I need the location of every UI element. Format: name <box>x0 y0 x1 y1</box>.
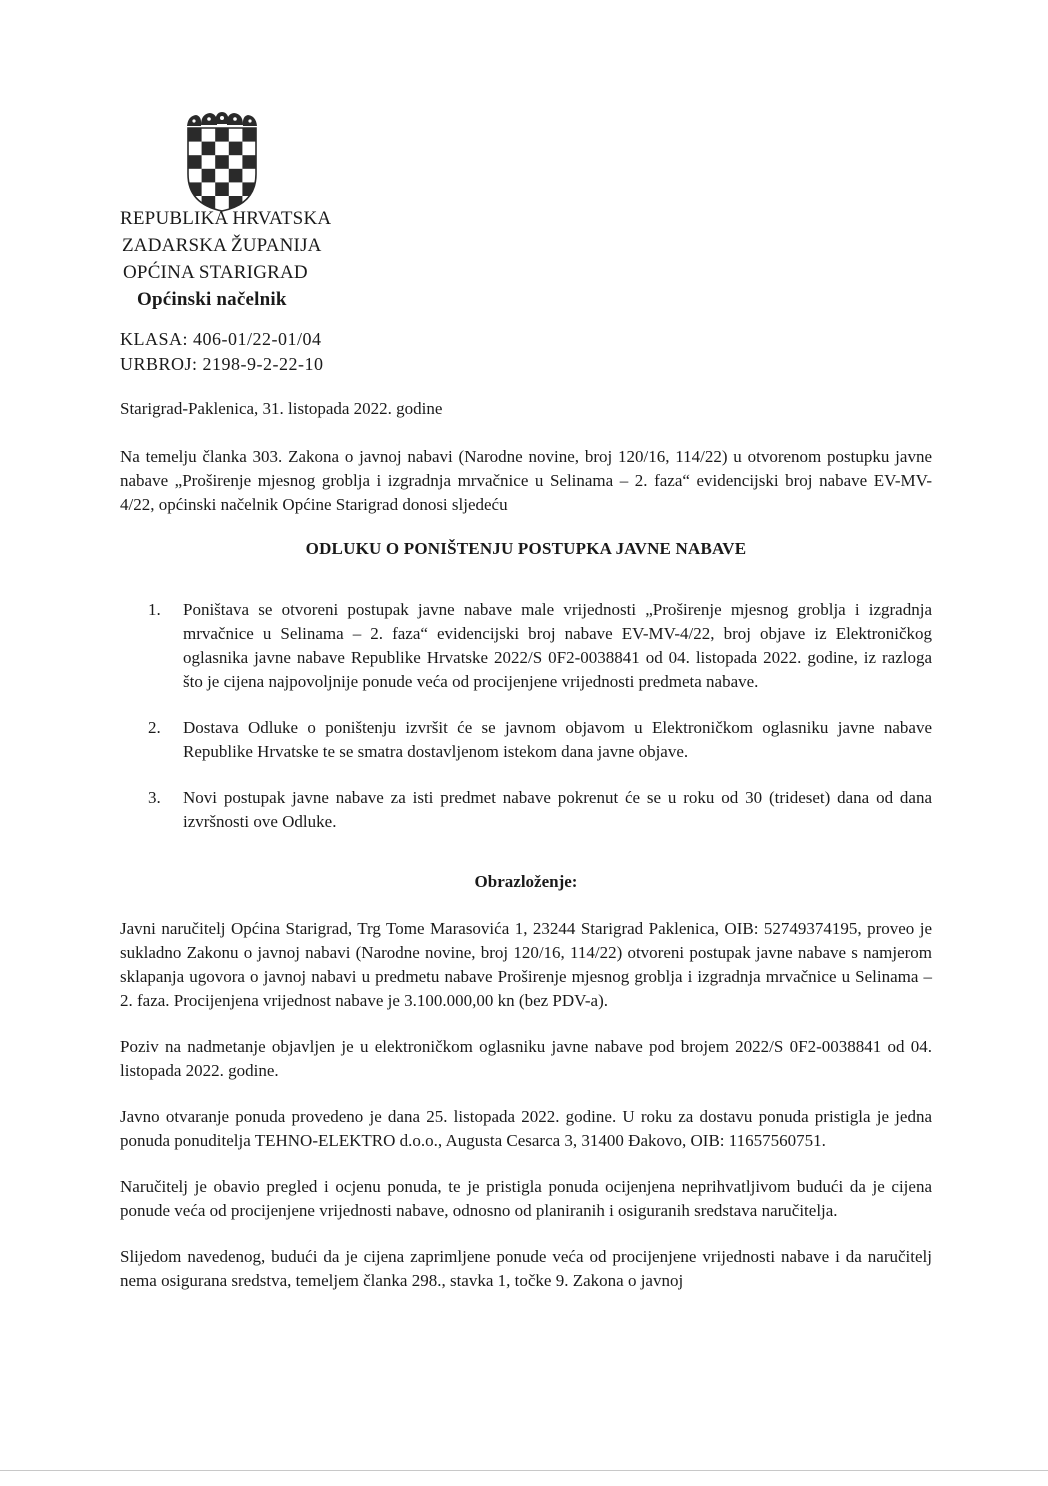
item-text: Novi postupak javne nabave za isti predmet nabave pokrenut će se u roku od 30 (trideset) dana od dana izvršnosti ove Odluke. <box>183 788 932 831</box>
intro-paragraph: Na temelju članka 303. Zakona o javnoj nabavi (Narodne novine, broj 120/16, 114/22) u otvorenom postupku javne nabave „Proširenje mjesnog groblja i izgradnja mrvačnice u Selinama – 2. faza“ evidencijski broj nabave EV-MV-4/22, općinski načelnik Općine Starigrad donosi sljedeću <box>120 447 932 514</box>
office-name: Općinski načelnik <box>137 289 287 310</box>
croatian-coat-of-arms-icon <box>186 112 258 212</box>
decision-item <box>148 786 932 834</box>
item-number: 3. <box>148 788 161 807</box>
country-name: REPUBLIKA HRVATSKA <box>120 208 332 229</box>
decision-item <box>148 598 932 694</box>
reference-numbers <box>120 327 324 377</box>
item-text: Poništava se otvoreni postupak javne nabave male vrijednosti „Proširenje mjesnog groblja i izgradnja mrvačnice u Selinama – 2. faza“ evidencijski broj nabave EV-MV-4/22, broj objave iz Elektroničkog oglasnika javne nabave Republike Hrvatske 2022/S 0F2-0038841 od 04. listopada 2022. godine, iz razloga što je cijena najpovoljnije ponude veća od procijenjene vrijednosti predmeta nabave. <box>183 600 932 691</box>
page-bottom-divider <box>0 1470 1048 1471</box>
county-name: ZADARSKA ŽUPANIJA <box>122 235 322 256</box>
klasa-number: KLASA: 406-01/22-01/04 <box>120 329 322 349</box>
decision-title: ODLUKU O PONIŠTENJU POSTUPKA JAVNE NABAVE <box>305 539 747 558</box>
decision-item <box>148 716 932 764</box>
item-text: Dostava Odluke o poništenju izvršit će se javnom objavom u Elektroničkom oglasniku javne nabave Republike Hrvatske te se smatra dostavljenom istekom dana javne objave. <box>183 718 932 761</box>
reasoning-paragraph: Javni naručitelj Općina Starigrad, Trg Tome Marasovića 1, 23244 Starigrad Paklenica, OIB: 52749374195, proveo je sukladno Zakonu o javnoj nabavi (Narodne novine, broj 120/16, 114/22) otvoreni postupak javne nabave s namjerom sklapanja ugovora o javnoj nabavi u predmetu nabave Proširenje mjesnog groblja i izgradnja mrvačnice u Selinama – 2. faza. Procijenjena vrijednost nabave je 3.100.000,00 kn (bez PDV-a). <box>120 919 932 1010</box>
reasoning-title: Obrazloženje: <box>474 872 578 891</box>
reasoning-paragraph: Naručitelj je obavio pregled i ocjenu ponuda, te je pristigla ponuda ocijenjena neprihvatljivom budući da je cijena ponude veća od procijenjene vrijednosti nabave, odnosno od planiranih i osiguranih sredstava naručitelja. <box>120 1177 932 1220</box>
issuer-header <box>120 205 331 313</box>
reasoning-paragraph: Poziv na nadmetanje objavljen je u elektroničkom oglasniku javne nabave pod brojem 2022/S 0F2-0038841 od 04. listopada 2022. godine. <box>120 1037 932 1080</box>
urbroj-number: URBROJ: 2198-9-2-22-10 <box>120 354 324 374</box>
place-and-date: Starigrad-Paklenica, 31. listopada 2022. godine <box>120 399 443 418</box>
item-number: 1. <box>148 600 161 619</box>
reasoning-paragraph: Javno otvaranje ponuda provedeno je dana 25. listopada 2022. godine. U roku za dostavu ponuda pristigla je jedna ponuda ponuditelja TEHNO-ELEKTRO d.o.o., Augusta Cesarca 3, 31400 Đakovo, OIB: 11657560751. <box>120 1107 932 1150</box>
item-number: 2. <box>148 718 161 737</box>
decision-items <box>148 598 932 856</box>
reasoning-body <box>120 917 932 1315</box>
municipality-name: OPĆINA STARIGRAD <box>123 262 308 283</box>
reasoning-paragraph: Slijedom navedenog, budući da je cijena zaprimljene ponude veća od procijenjene vrijednosti nabave i da naručitelj nema osigurana sredstva, temeljem članka 298., stavka 1, točke 9. Zakona o javnoj <box>120 1247 932 1290</box>
